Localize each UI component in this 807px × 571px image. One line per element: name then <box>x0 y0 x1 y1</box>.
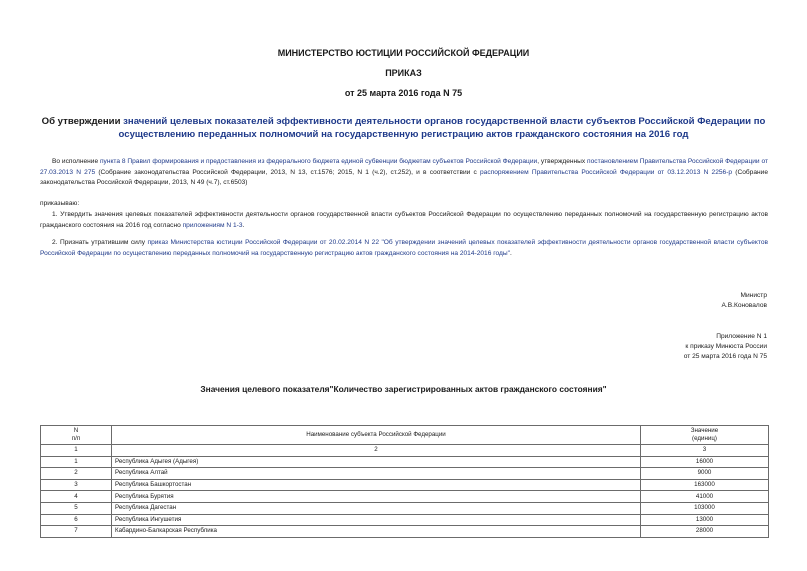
header-num-line-1: N <box>73 427 79 434</box>
row-num: 7 <box>41 526 112 538</box>
preamble-link-resolution[interactable]: постановлением Правительства Российской Федерации от 27.03.2013 N 275 <box>40 158 768 176</box>
row-value: 103000 <box>641 502 769 514</box>
preamble-text-1: Во исполнение <box>52 158 100 165</box>
appendix-line-2: к приказу Минюста России <box>685 343 767 350</box>
table-row <box>41 514 769 526</box>
header-num <box>41 426 112 445</box>
title-link[interactable]: значений целевых показателей эффективности деятельности органов государственной власти субъектов Российской Федерации по осуществлению переданных полномочий на государственную регистрацию актов гражданского состояния на 2016 год <box>118 116 766 140</box>
row-value: 9000 <box>641 468 769 480</box>
document-title <box>40 116 767 141</box>
document-type: ПРИКАЗ <box>385 68 422 78</box>
row-subject-name: Кабардино-Балкарская Республика <box>112 526 641 538</box>
preamble-link-order[interactable]: распоряжением Правительства Российской Федерации от 03.12.2013 N 2256-р <box>480 168 733 176</box>
row-subject-name: Республика Башкортостан <box>112 479 641 491</box>
table-row <box>41 479 769 491</box>
preamble-paragraph <box>40 157 768 189</box>
row-subject-name: Республика Ингушетия <box>112 514 641 526</box>
row-num: 3 <box>41 479 112 491</box>
table-index-row <box>41 445 769 457</box>
item-1-end: . <box>242 221 245 229</box>
row-num: 1 <box>41 456 112 468</box>
row-value: 28000 <box>641 526 769 538</box>
index-cell-2: 2 <box>112 445 641 457</box>
signature-block <box>722 291 767 311</box>
row-subject-name: Республика Бурятия <box>112 491 641 503</box>
table-header-row <box>41 426 769 445</box>
row-subject-name: Республика Алтай <box>112 468 641 480</box>
signature-name: А.В.Коновалов <box>721 302 767 309</box>
order-word: приказываю: <box>40 200 80 207</box>
preamble-link-rules[interactable]: пункта 8 Правил формирования и предоставления из федерального бюджета единой субвенции бюджетам субъектов Российской Федерации <box>99 158 538 165</box>
row-num: 6 <box>41 514 112 526</box>
appendix-link[interactable]: приложениям N 1-3 <box>182 221 243 229</box>
header-name: Наименование субъекта Российской Федерации <box>112 426 641 445</box>
item-1-text: 1. Утвердить значения целевых показателей эффективности деятельности органов государственной власти субъектов Российской Федерации по осуществлению переданных полномочий на государственную регистрацию актов гражданского состояния на 2016 год согласно <box>40 211 768 229</box>
appendix-block <box>684 332 767 362</box>
order-item-1 <box>40 210 768 231</box>
row-value: 16000 <box>641 456 769 468</box>
table-row <box>41 456 769 468</box>
preamble-text-2: , утвержденных <box>537 158 588 165</box>
order-item-2 <box>40 238 768 259</box>
row-value: 13000 <box>641 514 769 526</box>
header-value <box>641 426 769 445</box>
revoked-order-link[interactable]: приказ Министерства юстиции Российской Федерации от 20.02.2014 N 22 "Об утверждении значений целевых показателей эффективности деятельности органов государственной власти субъектов Российской Федерации по осуществлению переданных полномочий на государственную регистрацию актов гражданского состояния на 2014-2016 годы" <box>40 239 769 257</box>
row-subject-name: Республика Дагестан <box>112 502 641 514</box>
item-2-text: 2. Признать утратившим силу <box>52 239 148 246</box>
table-row <box>41 526 769 538</box>
appendix-line-1: Приложение N 1 <box>716 333 767 340</box>
header-num-line-2: п/п <box>71 435 81 442</box>
table-row <box>41 502 769 514</box>
row-value: 41000 <box>641 491 769 503</box>
index-cell-1: 1 <box>41 445 112 457</box>
indicator-table <box>40 425 769 538</box>
preamble-text-3: (Собрание законодательства Российской Федерации, 2013, N 13, ст.1576; 2015, N 1 (ч.2), ст.252), и в соответствии с <box>95 168 480 176</box>
row-value: 163000 <box>641 479 769 491</box>
header-value-line-1: Значение <box>690 427 719 434</box>
index-cell-3: 3 <box>641 445 769 457</box>
row-num: 4 <box>41 491 112 503</box>
row-subject-name: Республика Адыгея (Адыгея) <box>112 456 641 468</box>
row-num: 2 <box>41 468 112 480</box>
row-num: 5 <box>41 502 112 514</box>
ministry-name: МИНИСТЕРСТВО ЮСТИЦИИ РОССИЙСКОЙ ФЕДЕРАЦИИ <box>277 48 530 58</box>
title-prefix: Об утверждении <box>41 116 124 127</box>
item-2-end: . <box>509 249 512 257</box>
table-row <box>41 491 769 503</box>
preamble-text-4: (Собрание законодательства Российской Федерации, 2013, N 49 (ч.7), ст.6503) <box>40 168 768 186</box>
table-row <box>41 468 769 480</box>
appendix-line-3: от 25 марта 2016 года N 75 <box>683 353 767 360</box>
indicator-table-body <box>41 426 769 538</box>
signature-position: Министр <box>740 292 767 299</box>
document-date-number: от 25 марта 2016 года N 75 <box>344 88 463 98</box>
table-title: Значения целевого показателя"Количество зарегистрированных актов гражданского состояния" <box>200 384 607 394</box>
header-value-line-2: (единиц) <box>692 435 717 442</box>
